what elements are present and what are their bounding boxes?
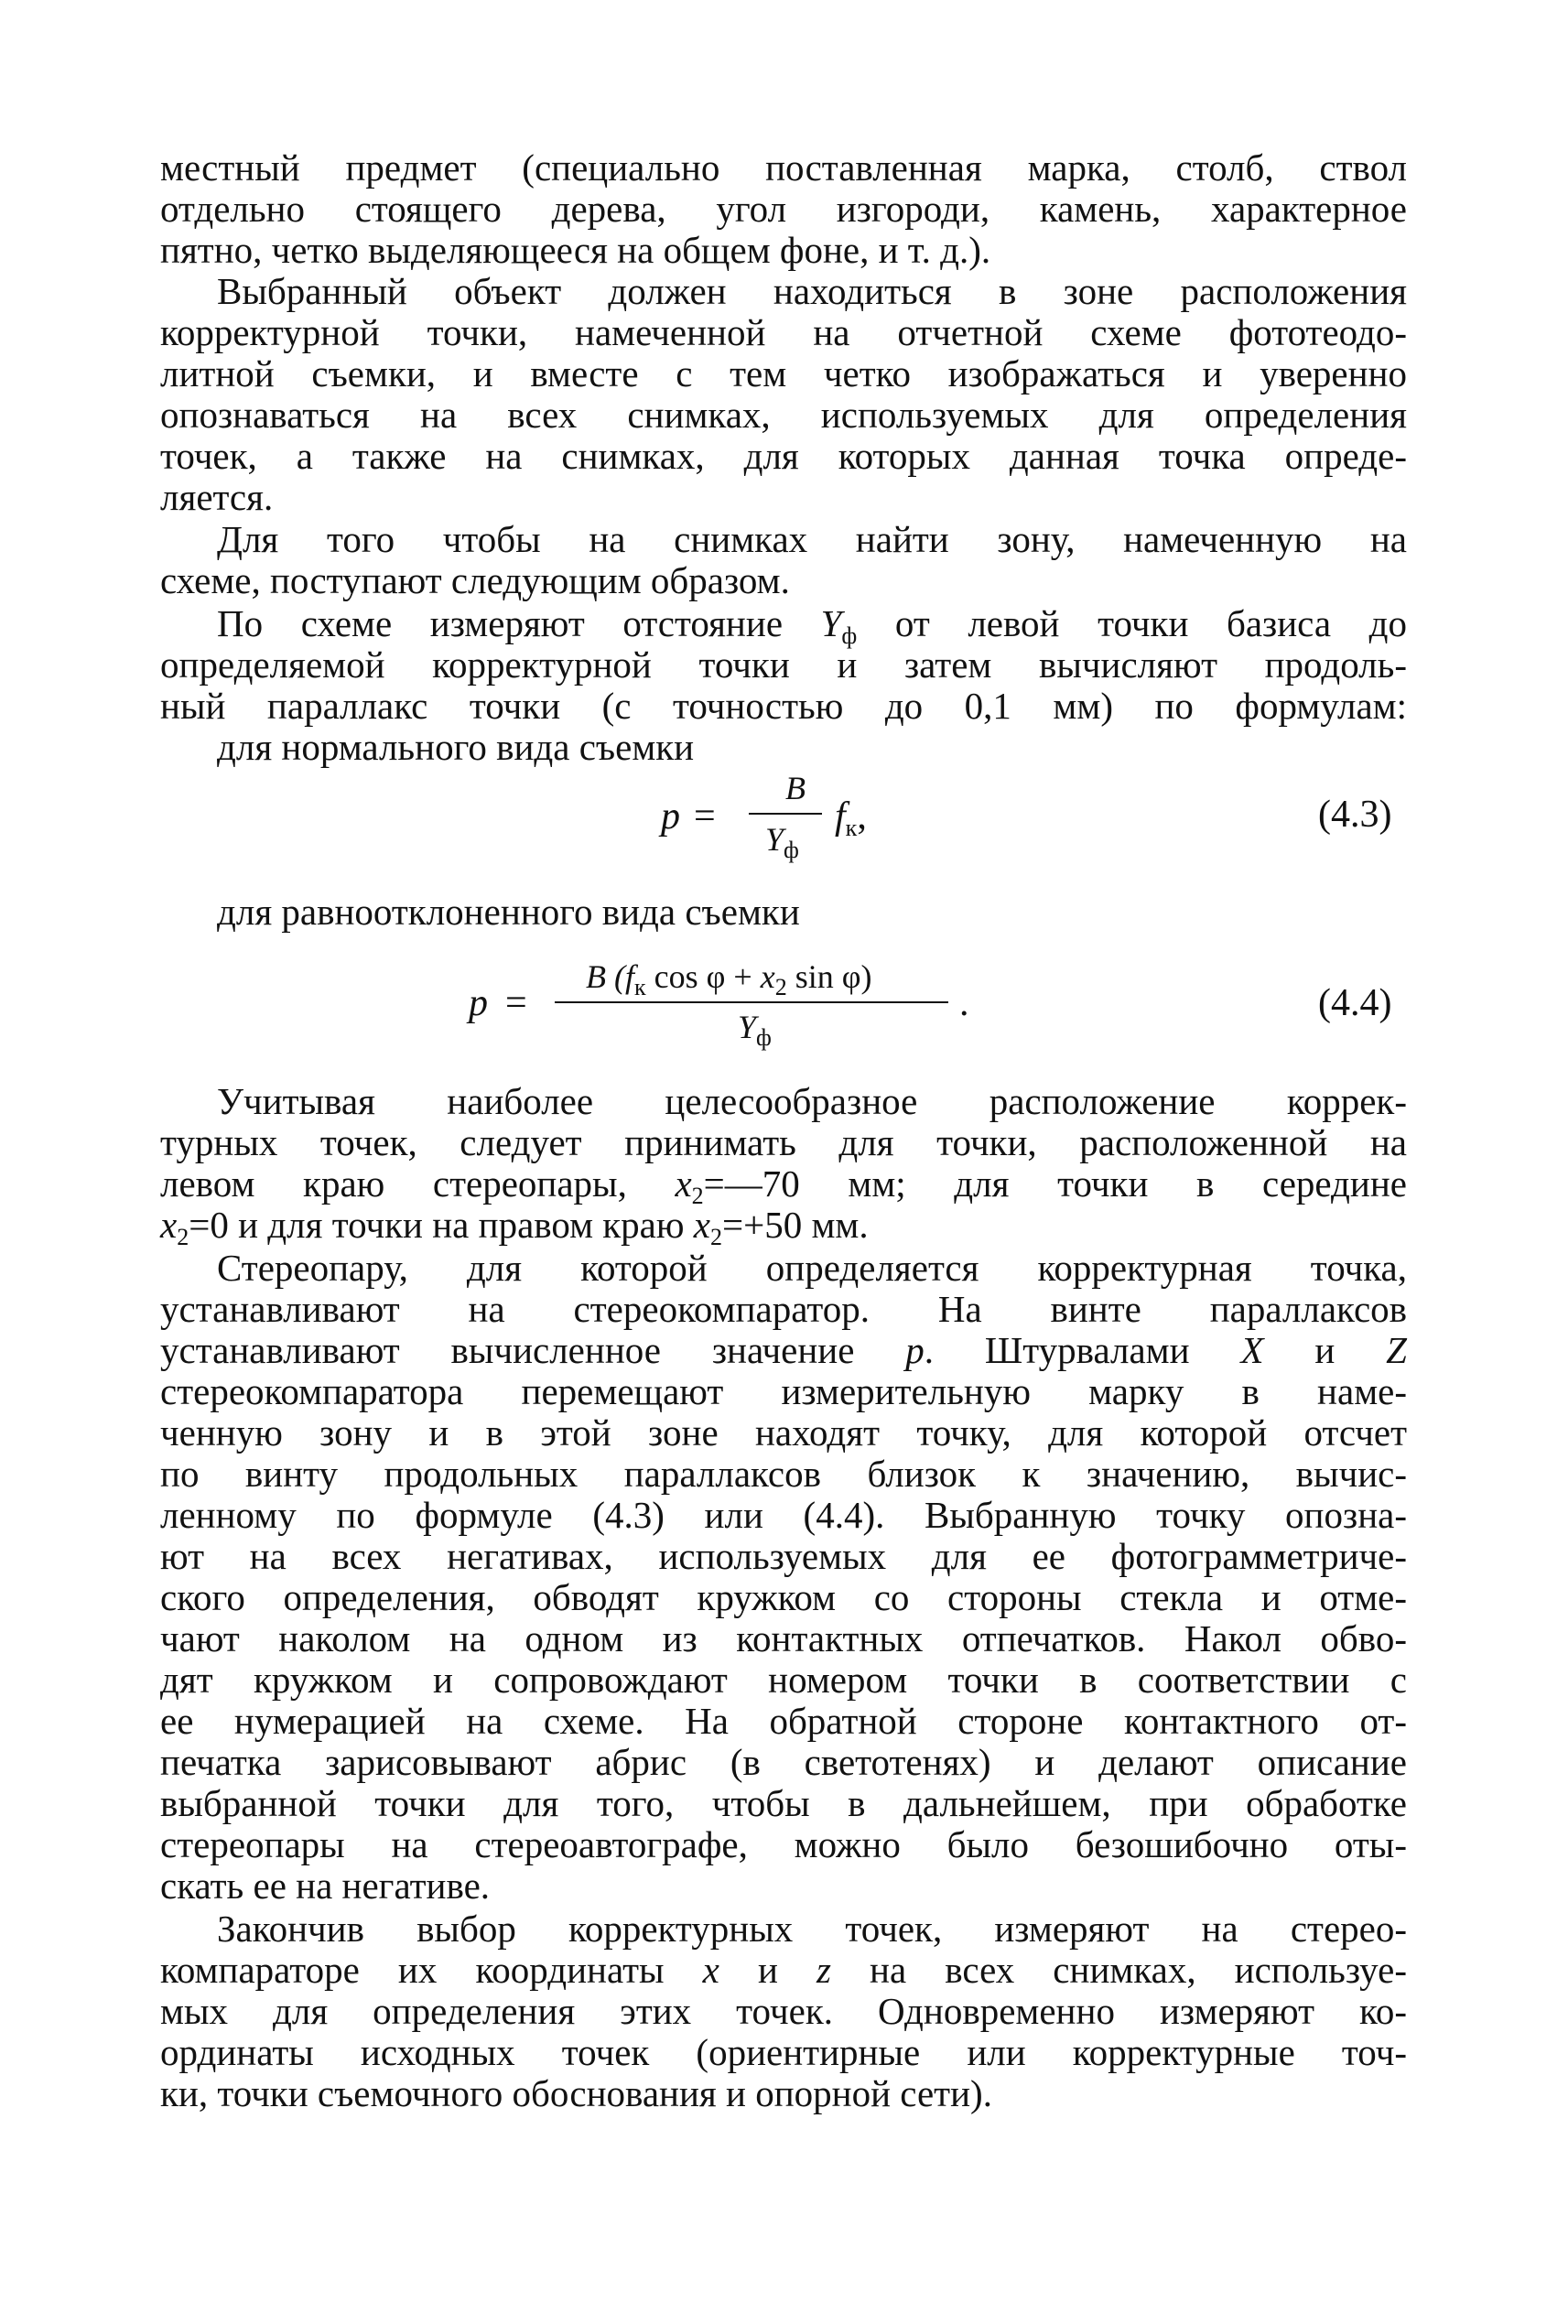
- text-line: ординаты исходных точек (ориентирные или корректурные точ-: [160, 2031, 1407, 2073]
- formula-lhs: p: [661, 795, 680, 838]
- variable-x: x: [675, 1162, 692, 1205]
- formula-equals: =: [505, 982, 527, 1024]
- text-line: стереокомпаратора перемещают измерительную марку в наме-: [160, 1370, 1407, 1412]
- denominator-sub: ф: [756, 1024, 772, 1051]
- line-text: =+50 мм.: [721, 1204, 869, 1246]
- line-text: По схеме измеряют отстояние: [217, 602, 821, 644]
- factor-var: f: [835, 795, 846, 838]
- line-text: . Штурвалами: [924, 1329, 1241, 1371]
- text-line: опознаваться на всех снимках, используемых для определения: [160, 394, 1407, 436]
- line-text: =0 и для точки на правом краю: [189, 1204, 694, 1246]
- formula-equals: =: [694, 795, 716, 838]
- line-text: =—70 мм; для точки в середине: [703, 1162, 1407, 1205]
- formula-factor: [835, 794, 867, 842]
- denominator-var: Y: [765, 821, 784, 858]
- text-line: чают наколом на одном из контактных отпечатков. Накол обво-: [160, 1617, 1407, 1659]
- text-line: [160, 1329, 1407, 1371]
- equation-number: (4.3): [1318, 794, 1392, 836]
- text-line: ляется.: [160, 476, 274, 518]
- line-text: компараторе их координаты: [160, 1949, 703, 1991]
- text-line: Закончив выбор корректурных точек, измеряют на стерео-: [217, 1908, 1407, 1950]
- num-part: sin φ): [786, 958, 872, 995]
- text-line: схеме, поступают следующим образом.: [160, 559, 790, 601]
- line-text: левом краю стереопары,: [160, 1162, 676, 1205]
- line-text: и: [1263, 1329, 1387, 1371]
- num-x: x: [760, 958, 775, 995]
- text-line: ченную зону и в этой зоне находят точку, для которой отсчет: [160, 1411, 1407, 1454]
- formula-period: .: [959, 982, 969, 1024]
- num-f-sub: к: [634, 974, 646, 1000]
- text-line: стереопары на стереоавтографе, можно было безошибочно оты-: [160, 1823, 1407, 1865]
- equation-number: (4.4): [1318, 982, 1392, 1024]
- variable-Z: Z: [1386, 1329, 1407, 1371]
- text-line: ки, точки съемочного обоснования и опорной сети).: [160, 2072, 992, 2114]
- text-line: Для того чтобы на снимках найти зону, намеченную на: [217, 518, 1407, 560]
- text-line: Выбранный объект должен находиться в зоне расположения: [217, 270, 1407, 312]
- text-line: определяемой корректурной точки и затем вычисляют продоль-: [160, 643, 1407, 686]
- variable-y: Y: [820, 602, 842, 644]
- num-x-sub: 2: [774, 974, 787, 1000]
- text-line: для равноотклоненного вида съемки: [217, 891, 800, 933]
- text-line: [160, 1949, 1407, 1991]
- variable-X: X: [1240, 1329, 1264, 1371]
- subscript: 2: [177, 1224, 189, 1250]
- variable-p: p: [905, 1329, 925, 1371]
- formula-numerator: [586, 957, 871, 1001]
- text-line: скать ее на негативе.: [160, 1865, 491, 1907]
- formula-denominator: [738, 1008, 772, 1052]
- num-f: f: [624, 958, 634, 995]
- variable-x: x: [160, 1204, 178, 1246]
- text-line: мых для определения этих точек. Одновременно измеряют ко-: [160, 1990, 1407, 2032]
- variable-x: x: [693, 1204, 710, 1246]
- text-line: пятно, четко выделяющееся на общем фоне, и т. д.).: [160, 229, 991, 271]
- text-line: корректурной точки, намеченной на отчетной схеме фототеодо-: [160, 311, 1407, 353]
- text-line: [217, 602, 1408, 649]
- fraction-bar: [555, 1001, 948, 1003]
- text-line: ского определения, обводят кружком со стороны стекла и отме-: [160, 1576, 1407, 1618]
- subscript: ф: [841, 622, 858, 649]
- line-text: на всех снимках, используе-: [830, 1949, 1407, 1991]
- text-line: Учитывая наиболее целесообразное расположение коррек-: [217, 1080, 1407, 1122]
- text-line: [160, 1162, 1407, 1209]
- text-line: точек, а также на снимках, для которых данная точка опреде-: [160, 435, 1407, 477]
- text-line: по винту продольных параллаксов близок к значению, вычис-: [160, 1453, 1407, 1495]
- text-line: ее нумерацией на схеме. На обратной стороне контактного от-: [160, 1700, 1407, 1742]
- text-line: литной съемки, и вместе с тем четко изображаться и уверенно: [160, 352, 1407, 395]
- text-line: ют на всех негативах, используемых для ее фотограмметриче-: [160, 1535, 1407, 1577]
- text-line: ный параллакс точки (с точностью до 0,1 мм) по формулам:: [160, 685, 1407, 727]
- text-line: турных точек, следует принимать для точки, расположенной на: [160, 1121, 1407, 1163]
- factor-sub: к: [845, 815, 858, 841]
- text-line: местный предмет (специально поставленная марка, столб, ствол: [160, 146, 1407, 189]
- formula-numerator: B: [785, 770, 806, 806]
- formula-denominator: [765, 820, 799, 864]
- line-text: от левой точки базиса до: [857, 602, 1408, 644]
- fraction-bar: [749, 813, 822, 815]
- line-text: и: [719, 1949, 816, 1991]
- denominator-sub: ф: [784, 837, 799, 863]
- text-line: для нормального вида съемки: [217, 726, 695, 768]
- variable-x: x: [702, 1949, 719, 1991]
- text-line: Стереопару, для которой определяется корректурная точка,: [217, 1247, 1407, 1289]
- text-line: ленному по формуле (4.3) или (4.4). Выбранную точку опозна-: [160, 1494, 1407, 1536]
- denominator-var: Y: [738, 1009, 757, 1045]
- text-line: печатка зарисовывают абрис (в светотенях) и делают описание: [160, 1741, 1407, 1783]
- text-line: устанавливают на стереокомпаратор. На винте параллаксов: [160, 1288, 1407, 1330]
- line-text: устанавливают вычисленное значение: [160, 1329, 906, 1371]
- text-line: отдельно стоящего дерева, угол изгороди, камень, характерное: [160, 188, 1407, 230]
- num-part: B (: [586, 958, 625, 995]
- text-line: дят кружком и сопровождают номером точки в соответствии с: [160, 1659, 1407, 1701]
- subscript: 2: [691, 1183, 704, 1209]
- formula-comma: ,: [857, 795, 867, 838]
- text-line: [160, 1204, 1407, 1250]
- subscript: 2: [709, 1224, 722, 1250]
- num-part: cos φ +: [645, 958, 761, 995]
- formula-lhs: p: [469, 982, 488, 1024]
- variable-z: z: [816, 1949, 831, 1991]
- text-line: выбранной точки для того, чтобы в дальнейшем, при обработке: [160, 1782, 1407, 1824]
